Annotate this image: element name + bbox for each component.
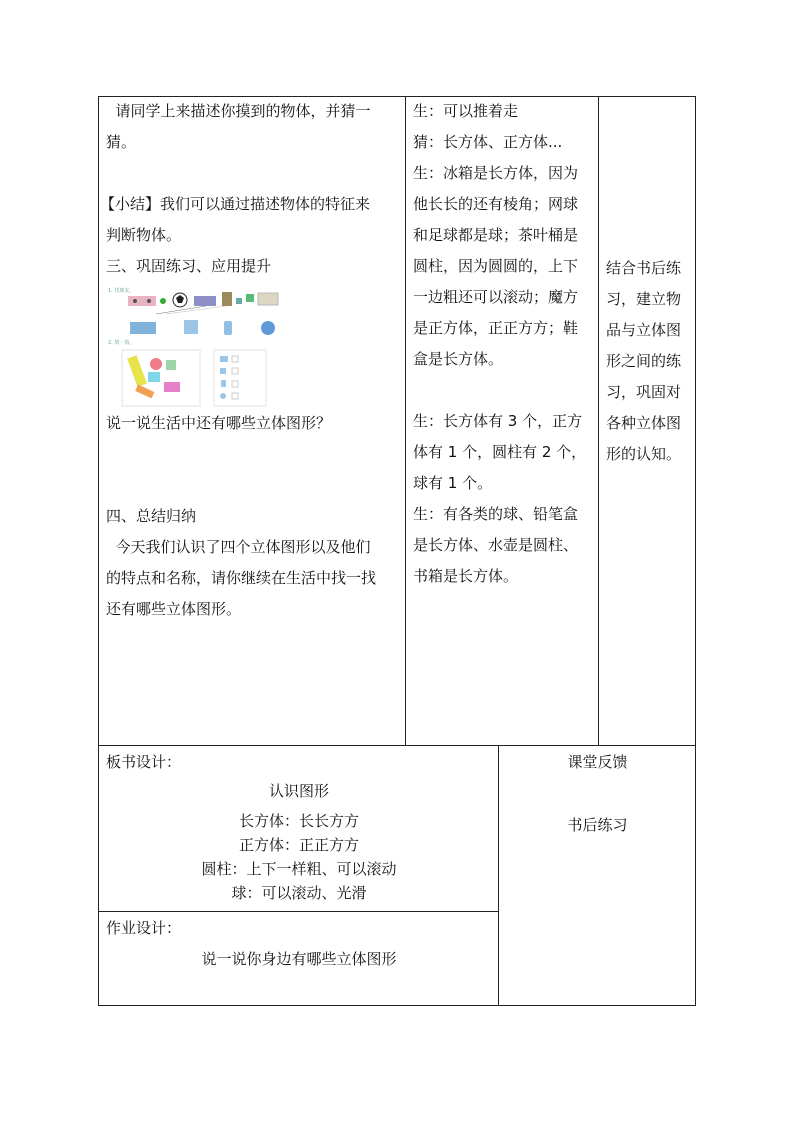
intent-line: 结合书后练 xyxy=(606,259,682,277)
teaching-column xyxy=(100,96,402,282)
board-line-cuboid: 长方体：长长方方 xyxy=(238,812,359,830)
board-title: 认识图形 xyxy=(268,782,329,800)
board-design xyxy=(100,779,498,905)
exercise-1-label: 1. 找朋友。 xyxy=(108,288,135,294)
col-divider-1 xyxy=(405,96,406,745)
student-line: 和足球都是球；茶叶桶是 xyxy=(413,226,579,244)
exercise-illustration xyxy=(106,284,286,408)
student-line: 书箱是长方体。 xyxy=(413,567,519,585)
row-divider xyxy=(98,745,696,746)
teaching-column-lower xyxy=(106,408,402,625)
student-line xyxy=(413,375,595,406)
student-column xyxy=(413,96,595,592)
intent-line: 习，巩固对 xyxy=(606,383,682,401)
cuboid-shape xyxy=(130,322,156,334)
summary-line-2: 判断物体。 xyxy=(106,226,182,244)
conclusion-line-1: 今天我们认识了四个立体图形以及他们 xyxy=(106,538,371,556)
student-line: 是长方体、水壶是圆柱、 xyxy=(413,536,579,554)
student-line: 体有 1 个，圆柱有 2 个， xyxy=(413,443,587,461)
summary-text: 我们可以通过描述物体的特征来 xyxy=(160,195,371,213)
board-line-sphere: 球：可以滚动、光滑 xyxy=(231,884,367,902)
question-line: 说一说生活中还有哪些立体图形？ xyxy=(106,414,332,432)
student-line: 是正方体，正正方方；鞋 xyxy=(413,319,579,337)
board-line-cylinder: 圆柱：上下一样粗、可以滚动 xyxy=(201,860,397,878)
student-line: 他长长的还有棱角；网球 xyxy=(413,195,579,213)
student-line: 盒是长方体。 xyxy=(413,350,504,368)
student-line: 圆柱，因为圆圆的，上下 xyxy=(413,257,579,275)
cube-shape xyxy=(184,320,198,334)
exercise-2-label: 2. 填一填。 xyxy=(108,340,135,346)
exercise-image xyxy=(106,284,286,408)
section-4-title: 四、总结归纳 xyxy=(106,507,197,525)
conclusion-line-3: 还有哪些立体图形。 xyxy=(106,600,242,618)
conclusion-line-2: 的特点和名称，请你继续在生活中找一找 xyxy=(106,569,377,587)
homework-divider xyxy=(98,911,499,912)
student-line: 生：长方体有 3 个，正方 xyxy=(413,412,583,430)
student-line: 生：有各类的球、铅笔盒 xyxy=(413,505,579,523)
box-object xyxy=(194,296,216,306)
section-3-title: 三、巩固练习、应用提升 xyxy=(106,257,272,275)
sphere-shape xyxy=(261,321,275,335)
homework-text: 说一说你身边有哪些立体图形 xyxy=(201,950,397,968)
summary-tag: 【小结】 xyxy=(100,195,161,213)
homework-label: 作业设计： xyxy=(106,919,182,937)
instruction-line-2: 猜。 xyxy=(106,133,137,151)
intent-column xyxy=(606,253,694,470)
intent-line: 品与立体图 xyxy=(606,321,682,339)
cylinder-shape xyxy=(224,321,232,335)
student-line: 一边粗还可以滚动；魔方 xyxy=(413,288,579,306)
summary-line-1 xyxy=(100,189,402,220)
shoe-box-object xyxy=(258,293,278,305)
intent-line: 形的认知。 xyxy=(606,445,682,463)
intent-line: 各种立体图 xyxy=(606,414,682,432)
board-design-label: 板书设计： xyxy=(106,753,182,771)
intent-line: 习，建立物 xyxy=(606,290,682,308)
can-object xyxy=(222,292,232,306)
student-line: 球有 1 个。 xyxy=(413,474,493,492)
board-line-cube: 正方体：正正方方 xyxy=(238,836,359,854)
feedback-title: 课堂反馈 xyxy=(567,753,628,771)
student-line: 生：冰箱是长方体，因为 xyxy=(413,164,579,182)
instruction-line-1: 请同学上来描述你摸到的物体，并猜一 xyxy=(106,102,371,120)
col-divider-2 xyxy=(598,96,599,745)
bottom-col-divider xyxy=(498,745,499,1006)
intent-line: 形之间的练 xyxy=(606,352,682,370)
feedback-text: 书后练习 xyxy=(567,816,628,834)
brick-object xyxy=(128,296,156,306)
student-line: 猜：长方体、正方体... xyxy=(413,133,563,151)
student-line: 生：可以推着走 xyxy=(413,102,519,120)
